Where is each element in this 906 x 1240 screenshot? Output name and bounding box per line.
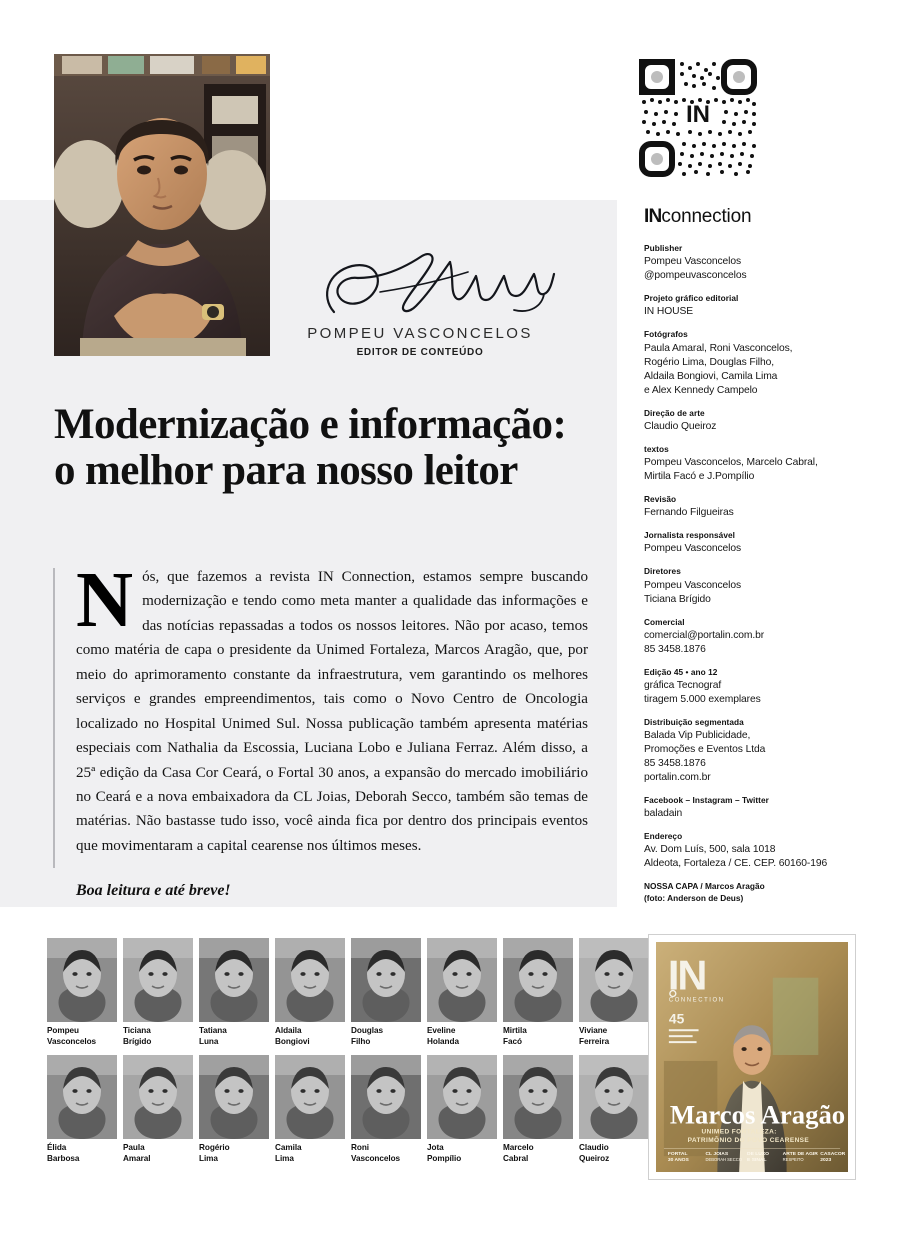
credit-label: Distribuição segmentada: [644, 716, 744, 727]
svg-text:E SINAL: E SINAL: [747, 1158, 767, 1164]
page-title: Modernização e informação: o melhor para nosso leitor: [54, 401, 567, 494]
credit-block: [644, 831, 862, 871]
qr-code-graphic: [634, 54, 762, 182]
svg-text:UNIMED FORTALEZA:: UNIMED FORTALEZA:: [701, 1128, 777, 1136]
contributor-name: Jota Pompílio: [427, 1143, 462, 1163]
article-closing: Boa leitura e até breve!: [76, 882, 231, 900]
contributor-photo: [579, 1055, 649, 1139]
editor-signature-block: [290, 248, 550, 358]
contributor-name: Élida Barbosa: [47, 1143, 80, 1163]
credit-label: Jornalista responsável: [644, 530, 736, 541]
credit-label: Endereço: [644, 831, 683, 842]
contributor-cell[interactable]: [579, 1055, 649, 1164]
contributor-photo: [351, 938, 421, 1022]
credit-value: Claudio Queiroz: [644, 420, 717, 432]
credit-block: [644, 444, 862, 484]
contributor-cell[interactable]: [427, 1055, 497, 1164]
credit-value: Fernando Filgueiras: [644, 507, 734, 519]
credit-block: [644, 795, 862, 821]
svg-text:FORTAL: FORTAL: [667, 1152, 688, 1158]
credit-label: Edição 45 • ano 12: [644, 666, 718, 677]
contributor-photo: [199, 938, 269, 1022]
credit-label: Facebook – Instagram – Twitter: [644, 795, 769, 806]
svg-text:30 ANOS: 30 ANOS: [667, 1158, 689, 1164]
contributor-photo: [275, 1055, 345, 1139]
contributor-photo: [351, 1055, 421, 1139]
credit-block: [644, 329, 862, 397]
contributor-cell[interactable]: [351, 1055, 421, 1164]
contributor-cell[interactable]: [503, 1055, 573, 1164]
contributor-photo: [47, 938, 117, 1022]
credits-column: [644, 243, 862, 904]
credit-block: [644, 717, 862, 785]
credit-label: Revisão: [644, 493, 677, 504]
credit-value: Pompeu Vasconcelos Ticiana Brígido: [644, 579, 742, 605]
svg-text:CL JOIAS: CL JOIAS: [705, 1152, 729, 1158]
contributor-photo: [47, 1055, 117, 1139]
contributor-name: Paula Amaral: [123, 1143, 151, 1163]
svg-text:RESPEITO: RESPEITO: [782, 1157, 804, 1163]
credit-value: comercial@portalin.com.br 85 3458.1876: [644, 629, 765, 655]
contributor-cell[interactable]: [275, 938, 345, 1047]
magazine-cover-image: [656, 942, 848, 1172]
svg-text:IN: IN: [686, 101, 710, 128]
contributor-cell[interactable]: [123, 938, 193, 1047]
contributors-row: [47, 938, 610, 1047]
contributors-grid: [47, 938, 610, 1172]
cover-credit: NOSSA CAPA / Marcos Aragão (foto: Anderson de Deus): [644, 881, 765, 903]
credit-value: Paula Amaral, Roni Vasconcelos, Rogério Lima, Douglas Filho, Aldaila Bongiovi, Camila Lima e Alex Kennedy Campelo: [644, 342, 793, 396]
contributor-photo: [123, 1055, 193, 1139]
contributor-name: Mirtila Facó: [503, 1026, 527, 1046]
qr-code[interactable]: [634, 54, 762, 182]
credit-label: Comercial: [644, 616, 685, 627]
contributor-cell[interactable]: [579, 938, 649, 1047]
contributor-name: Camila Lima: [275, 1143, 302, 1163]
credit-block: [644, 243, 862, 283]
contributor-cell[interactable]: [199, 1055, 269, 1164]
contributor-photo: [427, 1055, 497, 1139]
article-body: [76, 557, 588, 858]
masthead-brand: IN: [644, 206, 662, 227]
article-body-wrapper: [53, 557, 588, 900]
contributor-photo: [503, 938, 573, 1022]
credit-label: Publisher: [644, 243, 683, 253]
contributor-photo: [503, 1055, 573, 1139]
credit-value: Pompeu Vasconcelos: [644, 543, 742, 555]
svg-text:DE LUXO: DE LUXO: [747, 1152, 769, 1158]
credit-value: gráfica Tecnograf tiragem 5.000 exemplares: [644, 679, 761, 705]
credit-block: [644, 494, 862, 520]
credit-value: IN HOUSE: [644, 306, 693, 318]
contributor-cell[interactable]: [427, 938, 497, 1047]
contributor-name: Rogério Lima: [199, 1143, 230, 1163]
vertical-rule: [53, 568, 55, 868]
svg-text:ARTE DE AGIR: ARTE DE AGIR: [782, 1152, 818, 1158]
contributor-cell[interactable]: [47, 1055, 117, 1164]
contributor-cell[interactable]: [199, 938, 269, 1047]
contributor-name: Viviane Ferreira: [579, 1026, 610, 1046]
magazine-cover-thumbnail[interactable]: [648, 934, 856, 1180]
contributor-name: Marcelo Cabral: [503, 1143, 534, 1163]
contributor-cell[interactable]: [275, 1055, 345, 1164]
contributor-photo: [199, 1055, 269, 1139]
handwritten-signature: [318, 248, 558, 320]
article-body-text: ós, que fazemos a revista IN Connection, estamos sempre buscando modernização e tendo como meta manter a qualidade das informações e das notícias repassadas a todos os nossos leitores. Não por acaso, temos como matéria de capa o presidente da Unimed Fortaleza, Marcos Aragão, que, por meio do aprimoramento constante da infraestrutura, vem garantindo os melhores serviços e grandes empreendimentos, tais como o Novo Centro de Oncologia localizado no Hospital Unimed Sul. Nossa publicação também apresenta matérias especiais com Nathalia da Escossia, Luciana Lobo e Juliana Ferraz. Além disso, a 25ª edição da Casa Cor Ceará, o Fortal 30 anos, a expansão do mercado imobiliário no Ceará e a nova embaixadora da CL Joias, Deborah Secco, também são temas de matérias. Não bastasse tudo isso, você ainda fica por dentro dos principais eventos que movimentaram a capital cearense nos últimos meses.: [76, 569, 588, 854]
contributor-photo: [275, 938, 345, 1022]
contributor-cell[interactable]: [351, 938, 421, 1047]
svg-text:CONNECTION: CONNECTION: [668, 997, 725, 1004]
contributor-name: Claudio Queiroz: [579, 1143, 610, 1163]
editor-name: POMPEU VASCONCELOS: [307, 325, 533, 342]
credit-label: Direção de arte: [644, 407, 705, 418]
contributor-cell[interactable]: [47, 938, 117, 1047]
credit-block: [644, 408, 862, 434]
credit-label: Fotógrafos: [644, 329, 688, 340]
contributor-name: Pompeu Vasconcelos: [47, 1026, 97, 1046]
editor-portrait-photo: [54, 54, 270, 356]
credit-label: Projeto gráfico editorial: [644, 293, 739, 304]
svg-text:DEBORAH SECCO: DEBORAH SECCO: [705, 1157, 742, 1163]
credit-value: Pompeu Vasconcelos, Marcelo Cabral, Mirtila Facó e J.Pompílio: [644, 456, 818, 482]
svg-text:2023: 2023: [820, 1158, 832, 1164]
masthead-logo: [644, 206, 751, 228]
editor-role: EDITOR DE CONTEÚDO: [356, 346, 484, 358]
contributor-photo: [579, 938, 649, 1022]
contributor-cell[interactable]: [503, 938, 573, 1047]
credit-block: [644, 293, 862, 319]
credit-value: baladain: [644, 808, 683, 820]
svg-text:IN: IN: [667, 951, 706, 999]
contributor-photo: [427, 938, 497, 1022]
credit-block: [644, 530, 862, 556]
contributor-cell[interactable]: [123, 1055, 193, 1164]
credit-block: [644, 566, 862, 606]
credit-label: textos: [644, 443, 669, 454]
contributors-row: [47, 1055, 610, 1164]
credit-block: [644, 667, 862, 707]
contributor-name: Roni Vasconcelos: [351, 1143, 401, 1163]
svg-text:45: 45: [668, 1010, 685, 1027]
credit-label: Diretores: [644, 566, 681, 577]
contributor-name: Tatiana Luna: [199, 1026, 227, 1046]
credit-value: Pompeu Vasconcelos @pompeuvasconcelos: [644, 256, 747, 282]
credit-value: Av. Dom Luís, 500, sala 1018 Aldeota, Fortaleza / CE. CEP. 60160-196: [644, 844, 828, 870]
contributor-photo: [123, 938, 193, 1022]
contributor-name: Ticiana Brígido: [123, 1026, 152, 1046]
contributor-name: Aldaila Bongiovi: [275, 1026, 310, 1046]
svg-text:CASACOR: CASACOR: [820, 1152, 846, 1158]
credit-block: [644, 617, 862, 657]
contributor-name: Douglas Filho: [351, 1026, 383, 1046]
drop-cap: N: [76, 557, 134, 644]
masthead-suffix: connection: [661, 206, 752, 227]
magazine-cover-graphic: [656, 942, 848, 1172]
credit-value: Balada Vip Publicidade, Promoções e Eventos Ltda 85 3458.1876 portalin.com.br: [644, 730, 766, 784]
svg-text:Marcos Aragão: Marcos Aragão: [669, 1099, 846, 1130]
svg-text:PATRIMÔNIO DO POVO CEARENSE: PATRIMÔNIO DO POVO CEARENSE: [687, 1137, 810, 1145]
contributor-name: Eveline Holanda: [427, 1026, 459, 1046]
